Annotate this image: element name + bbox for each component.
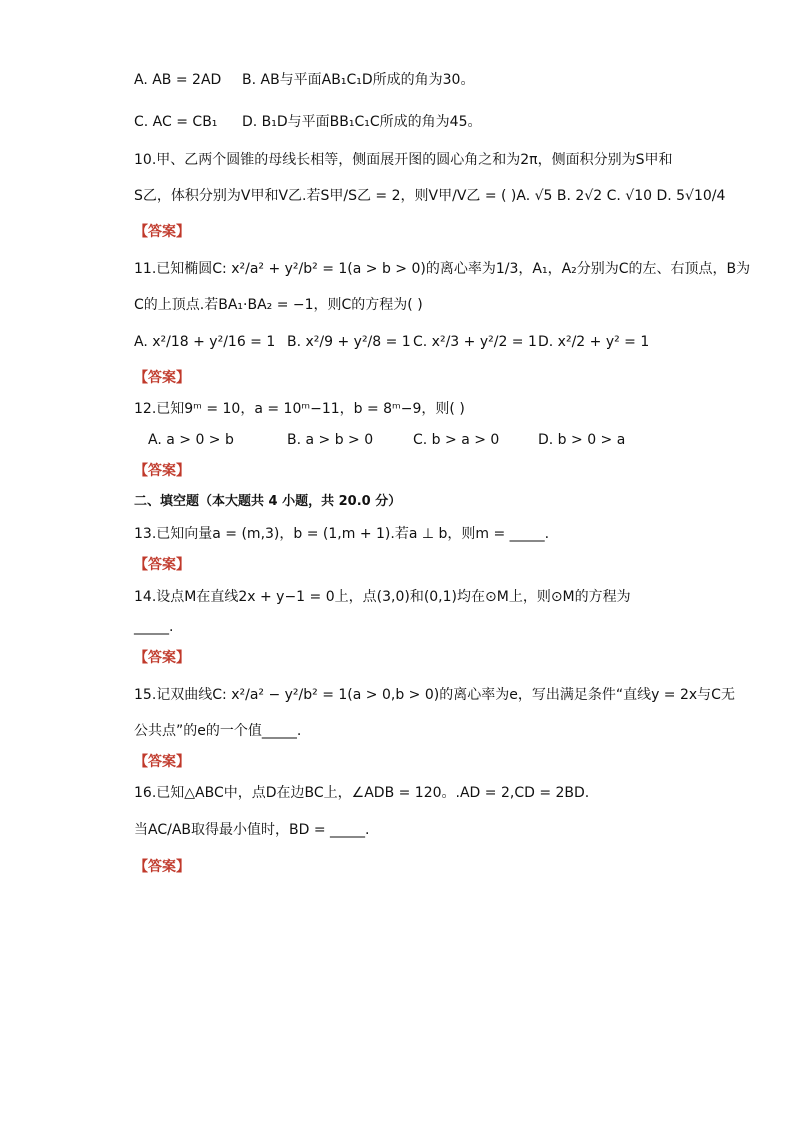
q9-option-a: A. AB = 2AD xyxy=(134,72,222,88)
q15-stem-line1: 15.记双曲线C: x²/a² − y²/b² = 1(a > 0,b > 0)的离心率为e，写出满足条件“直线y = 2x与C无 xyxy=(134,687,735,703)
q15-stem-line2: 公共点”的e的一个值_____. xyxy=(134,723,302,739)
q11-option-c: C. x²/3 + y²/2 = 1 xyxy=(413,334,537,350)
q13-answer-label: 【答案】 xyxy=(134,557,190,573)
q11-option-b: B. x²/9 + y²/8 = 1 xyxy=(287,334,411,350)
q12-option-b: B. a > b > 0 xyxy=(287,432,374,448)
q10-stem-line2: S乙，体积分别为V甲和V乙.若S甲/S乙 = 2，则V甲/V乙 = ( )A. √5 B. 2√2 C. √10 D. 5√10/4 xyxy=(134,188,726,204)
q14-answer-label: 【答案】 xyxy=(134,650,190,666)
q13-stem: 13.已知向量a = (m,3)，b = (1,m + 1).若a ⊥ b，则m = _____. xyxy=(134,526,550,542)
q11-option-d: D. x²/2 + y² = 1 xyxy=(538,334,650,350)
q11-stem-line2: C的上顶点.若BA₁·BA₂ = −1，则C的方程为( ) xyxy=(134,297,423,313)
section-heading-fill-in: 二、填空题（本大题共 4 小题，共 20.0 分） xyxy=(134,494,402,509)
q10-stem-line1: 10.甲、乙两个圆锥的母线长相等，侧面展开图的圆心角之和为2π，侧面积分别为S甲和 xyxy=(134,152,673,168)
q9-option-b: B. AB与平面AB₁C₁D所成的角为30。 xyxy=(242,72,475,88)
q14-stem-line1: 14.设点M在直线2x + y−1 = 0上，点(3,0)和(0,1)均在⊙M上，则⊙M的方程为 xyxy=(134,589,631,605)
q12-option-a: A. a > 0 > b xyxy=(148,432,234,448)
q10-answer-label: 【答案】 xyxy=(134,224,190,240)
q11-option-a: A. x²/18 + y²/16 = 1 xyxy=(134,334,276,350)
q16-answer-label: 【答案】 xyxy=(134,859,190,875)
q15-answer-label: 【答案】 xyxy=(134,754,190,770)
q12-answer-label: 【答案】 xyxy=(134,463,190,479)
q9-option-c: C. AC = CB₁ xyxy=(134,114,218,130)
q11-stem-line1: 11.已知椭圆C: x²/a² + y²/b² = 1(a > b > 0)的离心率为1/3，A₁，A₂分别为C的左、右顶点，B为 xyxy=(134,261,751,277)
q12-stem: 12.已知9ᵐ = 10，a = 10ᵐ−11，b = 8ᵐ−9，则( ) xyxy=(134,401,465,417)
q16-stem-line2: 当AC/AB取得最小值时，BD = _____. xyxy=(134,822,370,838)
q11-answer-label: 【答案】 xyxy=(134,370,190,386)
q12-option-c: C. b > a > 0 xyxy=(413,432,500,448)
q14-stem-line2: _____. xyxy=(134,619,174,635)
q9-option-d: D. B₁D与平面BB₁C₁C所成的角为45。 xyxy=(242,114,482,130)
q12-option-d: D. b > 0 > a xyxy=(538,432,626,448)
q16-stem-line1: 16.已知△ABC中，点D在边BC上，∠ADB = 120。.AD = 2,CD = 2BD. xyxy=(134,785,590,801)
